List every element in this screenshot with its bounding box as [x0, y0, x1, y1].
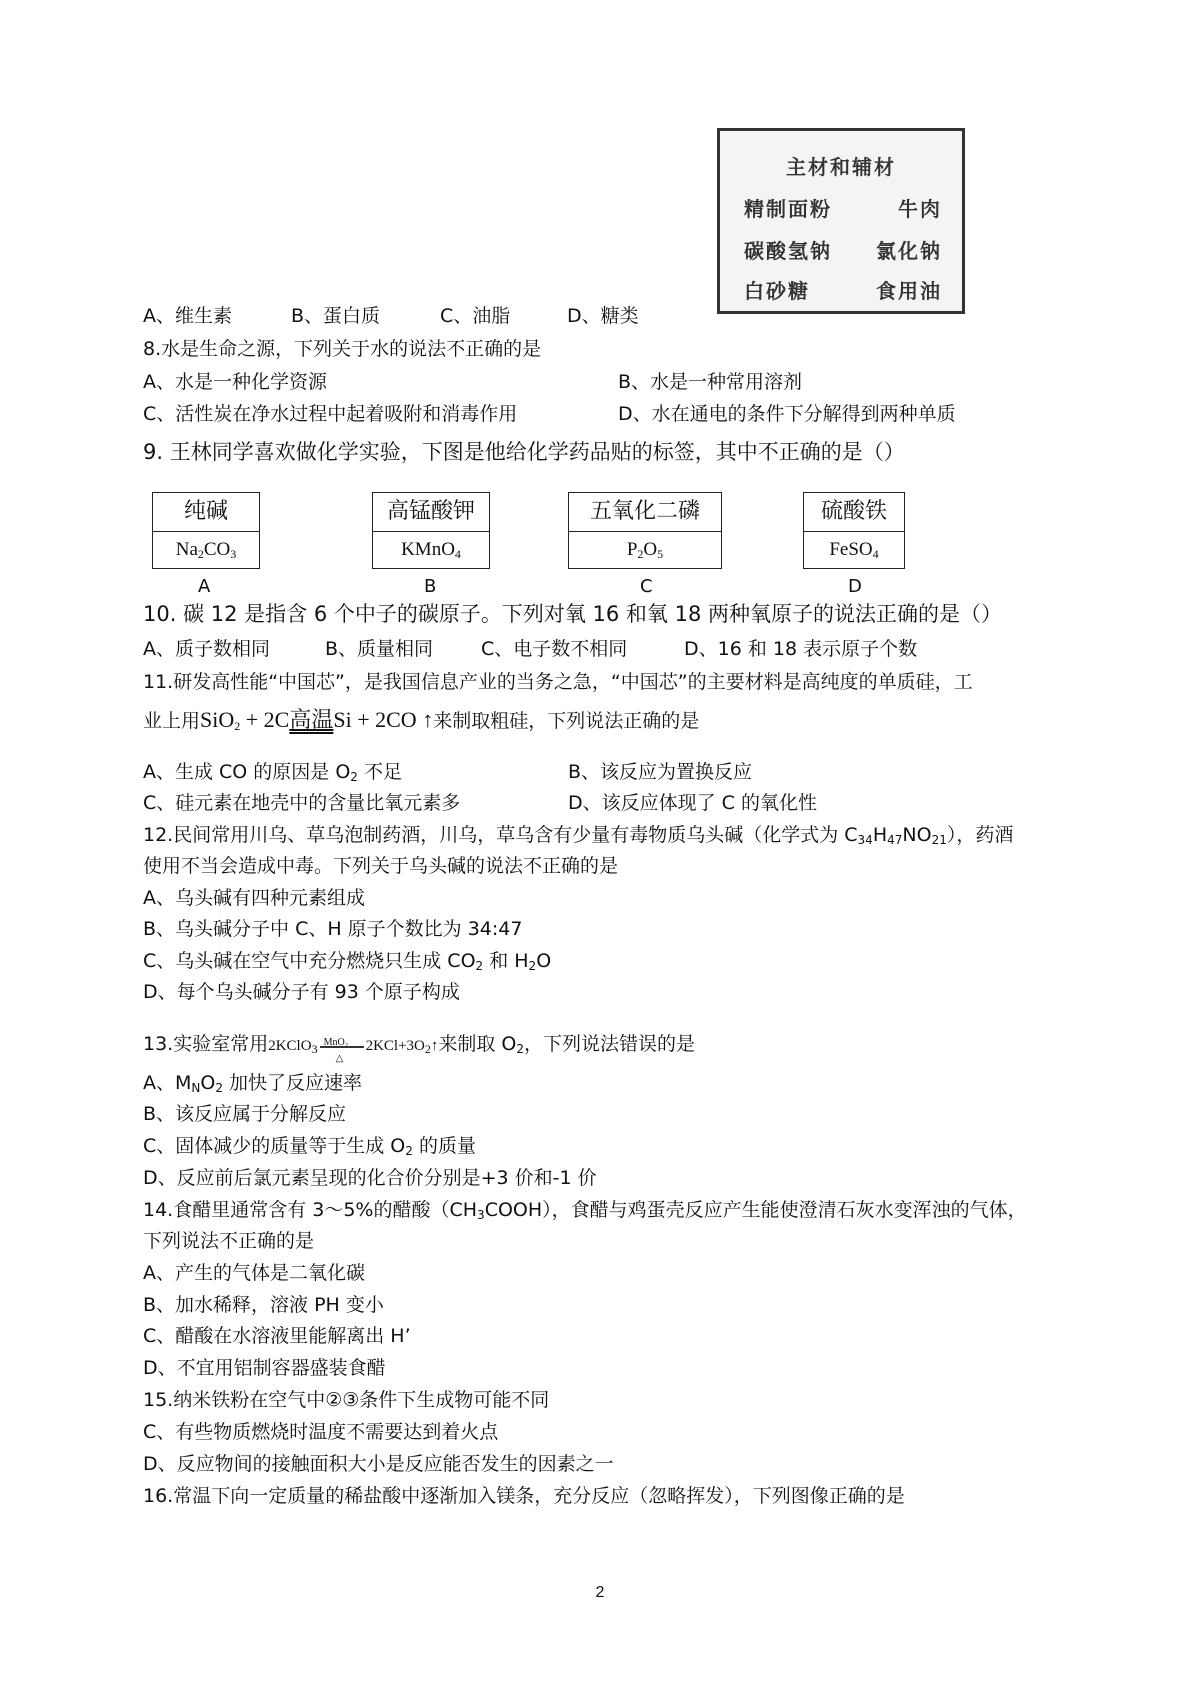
q15-stem: 15.纳米铁粉在空气中②③条件下生成物可能不同: [143, 1389, 550, 1411]
ingredient-item: 精制面粉: [744, 197, 832, 221]
q8-option-c: C、活性炭在净水过程中起着吸附和消毒作用: [143, 403, 518, 425]
option-d: D、糖类: [567, 305, 639, 327]
q12-option-a: A、乌头碱有四种元素组成: [143, 887, 365, 909]
ingredient-item: 牛肉: [898, 197, 942, 221]
q14-stem: 14.食醋里通常含有 3～5%的醋酸$(CH_3COOH)$，食醋与鸡蛋壳反应产生能使澄清石灰水变浑浊的气体，: [143, 1199, 1027, 1222]
ingredient-title: 主材和辅材: [786, 155, 896, 179]
q10-stem: 10. 碳 12 是指含 6 个中子的碳原子。下列对氧 16 和氧 18 两种氧原子的说法正确的是（）: [143, 602, 1002, 626]
q12-stem: 12.民间常用川乌、草乌泡制药酒，川乌，草乌含有少量有毒物质乌头碱（化学式为 $C_{34}H_{47}NO_{21}$），药酒: [143, 824, 1014, 847]
label-formula: $Na_2CO_3$: [175, 539, 237, 561]
option-b: B、质量相同: [325, 638, 434, 660]
label-name: 纯碱: [153, 493, 259, 532]
q11-option-d: D、该反应体现了 C 的氧化性: [568, 792, 817, 814]
ingredient-item: 食用油: [876, 279, 942, 303]
q13-option-b: B、该反应属于分解反应: [143, 1103, 347, 1125]
q13-option-c: C、固体减少的质量等于生成 $O_2$ 的质量: [143, 1135, 476, 1158]
q11-pre: 业上用: [143, 710, 201, 732]
q14-option-a: A、产生的气体是二氧化碳: [143, 1262, 365, 1284]
label-name: 高锰酸钾: [373, 493, 489, 532]
q15-option-d: D、反应物间的接触面积大小是反应能否发生的因素之一: [143, 1453, 614, 1475]
q13-stem: 13.实验室常用2KClO$_3$ MnO₂ △ $2KCl+3O_2↑$来制取 $O_2$，下列说法错误的是: [143, 1033, 696, 1064]
q8-option-a: A、水是一种化学资源: [143, 371, 327, 393]
label-d: [803, 492, 905, 569]
q13-option-d: D、反应前后氯元素呈现的化合价分别是+3 价和-1 价: [143, 1167, 597, 1189]
label-formula: KMnO$_4$: [401, 539, 461, 561]
q16-stem: 16.常温下向一定质量的稀盐酸中逐渐加入镁条，充分反应（忽略挥发），下列图像正确的是: [143, 1485, 905, 1507]
ingredient-item: 碳酸氢钠: [744, 239, 832, 263]
q14-option-d: D、不宜用铝制容器盛装食醋: [143, 1357, 386, 1379]
label-formula: $P_2O_5$: [626, 539, 664, 561]
page-number: 2: [595, 1584, 605, 1601]
label-c: [568, 492, 722, 569]
label-name: 五氧化二磷: [569, 493, 721, 532]
option-c: C、电子数不相同: [481, 638, 628, 660]
option-b: B、蛋白质: [291, 305, 381, 327]
ingredient-row: [744, 193, 942, 222]
q13-equation: 2KClO$_3$ MnO₂ △ $2KCl+3O_2↑$: [268, 1036, 439, 1064]
label-b: [372, 492, 490, 569]
q11-stem: 11.研发高性能“中国芯”，是我国信息产业的当务之急，“中国芯”的主要材料是高纯度的单质硅，工: [143, 671, 973, 693]
q11-equation-line: [143, 708, 699, 733]
ingredient-item: 白砂糖: [744, 279, 810, 303]
ingredient-row: [744, 275, 942, 304]
label-letter-b: B: [424, 576, 437, 597]
ingredient-item: 氯化钠: [876, 239, 942, 263]
q12-stem-2: 使用不当会造成中毒。下列关于乌头碱的说法不正确的是: [143, 855, 619, 877]
label-letter-c: C: [640, 576, 653, 597]
q11-equation: SiO$_2$ + 2C高温Si + 2CO ↑: [200, 707, 434, 733]
label-letter-d: D: [848, 576, 862, 597]
q14-stem-2: 下列说法不正确的是: [143, 1230, 315, 1252]
q14-option-b: B、加水稀释，溶液 PH 变小: [143, 1294, 384, 1316]
ingredient-row: [744, 235, 942, 264]
option-c: C、油脂: [440, 305, 511, 327]
q8-stem: 8.水是生命之源，下列关于水的说法不正确的是: [143, 338, 542, 360]
q12-option-c: C、乌头碱在空气中充分燃烧只生成 $CO_2$ 和 $H_2O$: [143, 950, 552, 973]
option-d: D、16 和 18 表示原子个数: [684, 638, 918, 660]
q15-option-c: C、有些物质燃烧时温度不需要达到着火点: [143, 1421, 499, 1443]
q8-option-d: D、水在通电的条件下分解得到两种单质: [618, 403, 956, 425]
q11-option-a: A、生成 CO 的原因是 $O_2$ 不足: [143, 761, 402, 784]
q12-option-d: D、每个乌头碱分子有 93 个原子构成: [143, 981, 460, 1003]
label-letter-a: A: [198, 576, 211, 597]
label-formula: FeSO$_4$: [829, 539, 879, 561]
option-a: A、维生素: [143, 305, 232, 327]
q9-stem: 9. 王林同学喜欢做化学实验，下图是他给化学药品贴的标签，其中不正确的是（）: [143, 440, 905, 464]
q11-post: 来制取粗硅，下列说法正确的是: [433, 710, 700, 732]
option-a: A、质子数相同: [143, 638, 270, 660]
label-a: [152, 492, 260, 569]
q11-option-b: B、该反应为置换反应: [568, 761, 753, 783]
q12-option-b: B、乌头碱分子中 C、H 原子个数比为 34:47: [143, 918, 523, 940]
ingredient-box: [717, 128, 965, 314]
q11-option-c: C、硅元素在地壳中的含量比氧元素多: [143, 792, 461, 814]
q13-option-a: A、$M_NO_2$ 加快了反应速率: [143, 1072, 363, 1095]
q8-option-b: B、水是一种常用溶剂: [618, 371, 803, 393]
label-name: 硫酸铁: [804, 493, 904, 532]
q14-option-c: C、醋酸在水溶液里能解离出 H’: [143, 1325, 411, 1347]
